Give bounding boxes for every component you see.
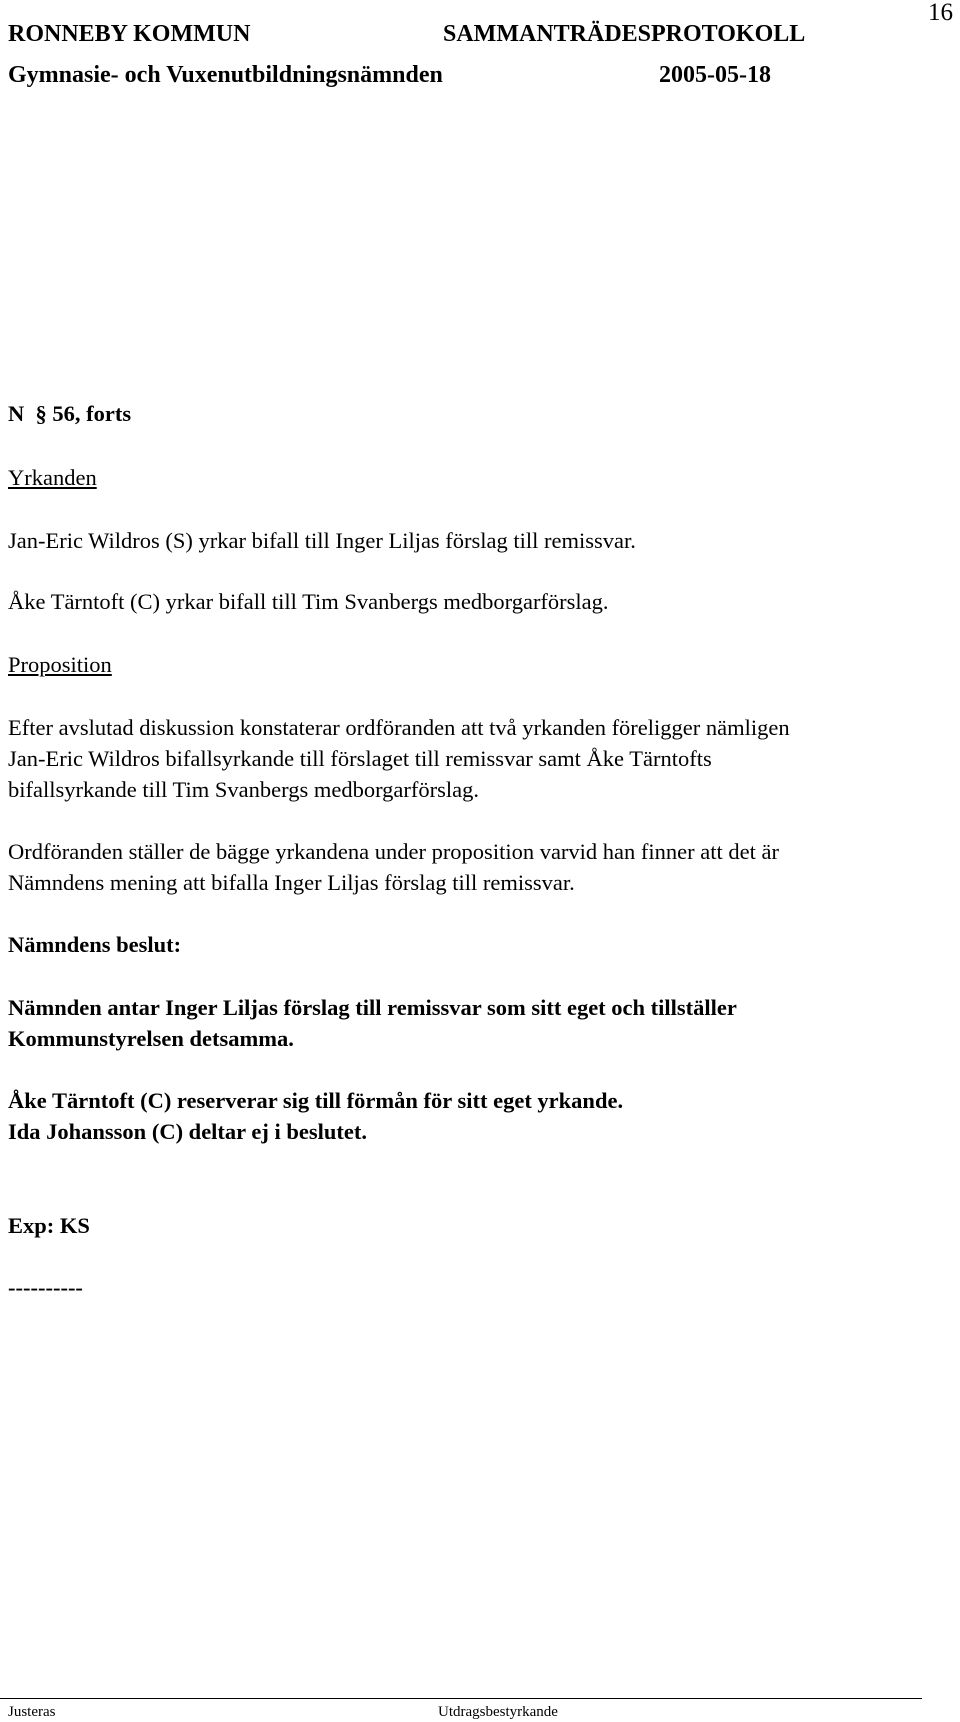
beslut-note-line: Åke Tärntoft (C) reserverar sig till förmån för sitt eget yrkande. [8, 1088, 624, 1113]
proposition-heading: Proposition [8, 652, 112, 677]
end-dashes: ---------- [8, 1275, 83, 1300]
beslut-decision-line: Kommunstyrelsen detsamma. [8, 1026, 294, 1051]
footer-utdragsbestyrkande: Utdragsbestyrkande [438, 1704, 558, 1720]
proposition-text-line: Efter avslutad diskussion konstaterar ordföranden att två yrkanden föreligger nämligen [8, 715, 790, 740]
committee-name: Gymnasie- och Vuxenutbildningsnämnden [8, 62, 443, 88]
beslut-decision-line: Nämnden antar Inger Liljas förslag till remissvar som sitt eget och tillställer [8, 995, 737, 1020]
yrkande-line: Åke Tärntoft (C) yrkar bifall till Tim Svanbergs medborgarförslag. [8, 589, 609, 614]
yrkande-line: Jan-Eric Wildros (S) yrkar bifall till Inger Liljas förslag till remissvar. [8, 528, 636, 553]
meeting-date: 2005-05-18 [659, 62, 771, 88]
proposition-text-line: Nämndens mening att bifalla Inger Liljas förslag till remissvar. [8, 870, 575, 895]
footer-divider [0, 1698, 922, 1699]
yrkanden-heading: Yrkanden [8, 465, 97, 490]
proposition-text-line: Jan-Eric Wildros bifallsyrkande till förslaget till remissvar samt Åke Tärntofts [8, 746, 712, 771]
footer-justeras: Justeras [8, 1704, 56, 1720]
document-type: SAMMANTRÄDESPROTOKOLL [443, 21, 806, 47]
expedition-label: Exp: KS [8, 1213, 90, 1238]
proposition-text-line: bifallsyrkande till Tim Svanbergs medborgarförslag. [8, 777, 479, 802]
beslut-note-line: Ida Johansson (C) deltar ej i beslutet. [8, 1119, 367, 1144]
beslut-heading: Nämndens beslut: [8, 932, 182, 957]
municipality-name: RONNEBY KOMMUN [8, 21, 251, 47]
section-number: N § 56, forts [8, 401, 132, 426]
page-number: 16 [928, 0, 953, 26]
proposition-text-line: Ordföranden ställer de bägge yrkandena under proposition varvid han finner att det är [8, 839, 779, 864]
